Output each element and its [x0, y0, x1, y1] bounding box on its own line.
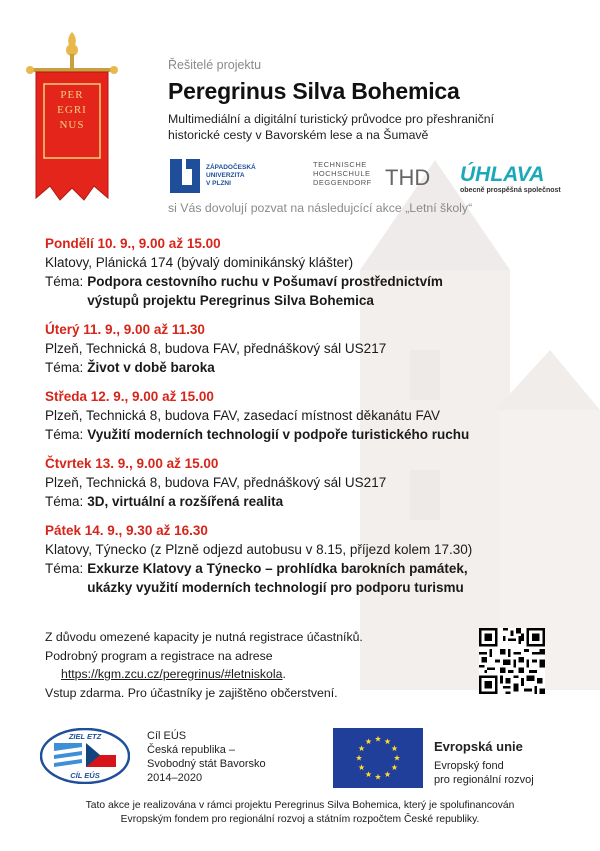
event-place: Plzeň, Technická 8, budova FAV, přednáškový sál US217 — [45, 341, 387, 356]
event-item — [45, 235, 590, 310]
event-theme: Téma: 3D, virtuální a rozšířená realita — [45, 494, 284, 509]
registration-line-2: Podrobný program a registrace na adrese — [45, 648, 273, 663]
event-day: Středa 12. 9., 9.00 až 15.00 — [45, 389, 214, 404]
event-theme: Téma: Život v době baroka — [45, 360, 215, 375]
event-item — [45, 455, 590, 511]
ziel-top-text: ZIEL ETZ — [68, 732, 102, 741]
zcu-text-2: UNIVERZITA — [206, 172, 245, 179]
zcu-text-1: ZÁPADOČESKÁ — [206, 164, 256, 171]
event-day: Čtvrtek 13. 9., 9.00 až 15.00 — [45, 456, 219, 471]
thd-text-1: TECHNISCHE — [313, 160, 367, 169]
page-title: Peregrinus Silva Bohemica — [168, 78, 460, 104]
event-place: Klatovy, Plánická 174 (bývalý dominikánský klášter) — [45, 255, 354, 270]
event-program — [45, 235, 590, 608]
registration-line-1: Z důvodu omezené kapacity je nutná registrace účastníků. — [45, 630, 363, 644]
event-day: Pondělí 10. 9., 9.00 až 15.00 — [45, 236, 221, 251]
registration-info — [45, 628, 445, 702]
invitation-text: si Vás dovolují pozvat na následujcící akce „Letní školy“ — [168, 201, 473, 215]
czech-flag-icon — [86, 743, 116, 767]
header — [168, 58, 588, 143]
bavaria-flag-icon — [54, 743, 82, 767]
event-theme: Téma: Podpora cestovního ruchu v Pošumaví prostřednictvím výstupů projektu Peregrinus Silva Bohemica — [45, 274, 443, 308]
header-subtitle: Řešitelé projektu — [168, 58, 262, 72]
uhlava-name: ÚHLAVA — [460, 163, 545, 186]
event-theme: Téma: Využití moderních technologií v podpoře turistického ruchu — [45, 427, 470, 442]
thd-logo — [313, 155, 433, 195]
banner-text: PER EGRI NUS — [57, 89, 87, 131]
cil-eus-text: Cíl EÚS Česká republika – Svobodný stát Bavorsko 2014–2020 — [147, 730, 266, 784]
registration-link[interactable]: https://kgm.zcu.cz/peregrinus/#letniskola — [61, 667, 283, 681]
eu-flag-icon — [333, 728, 423, 788]
ziel-bottom-text: CÍL EÚS — [70, 771, 100, 780]
event-item — [45, 522, 590, 597]
registration-link-row — [45, 665, 445, 684]
uhlava-logo — [458, 155, 588, 195]
registration-line-3: Vstup zdarma. Pro účastníky je zajištěno občerstvení. — [45, 685, 338, 700]
project-description: Multimediální a digitální turistický průvodce pro přeshraniční historické cesty v Bavorském lese a na Šumavě — [168, 112, 495, 142]
eu-fund-text: Evropská unie Evropský fond pro regionální rozvoj — [434, 739, 534, 786]
thd-mark: THD — [385, 165, 431, 190]
zcu-text-3: V PLZNI — [206, 180, 231, 187]
qr-code[interactable] — [479, 628, 545, 694]
thd-text-2: HOCHSCHULE — [313, 169, 371, 178]
event-item — [45, 321, 590, 377]
cofinancing-disclaimer: Tato akce je realizována v rámci projektu Peregrinus Silva Bohemica, který je spolufinancován Evropským fondem pro regionální rozvoj a státním rozpočtem České republiky. — [85, 800, 515, 825]
event-theme: Téma: Exkurze Klatovy a Týnecko – prohlídka barokních památek, ukázky využití moderních technologií pro podporu turismu — [45, 561, 468, 595]
registration-link-suffix: . — [282, 667, 286, 681]
thd-text-3: DEGGENDORF — [313, 178, 372, 187]
event-place: Plzeň, Technická 8, budova FAV, přednáškový sál US217 — [45, 475, 387, 490]
event-day: Pátek 14. 9., 9.30 až 16.30 — [45, 523, 208, 538]
uhlava-sub: obecně prospěšná společnost — [460, 187, 561, 194]
event-place: Klatovy, Týnecko (z Plzně odjezd autobusu v 8.15, příjezd kolem 17.30) — [45, 542, 473, 557]
footer-logos — [0, 728, 600, 790]
zcu-logo — [168, 155, 278, 195]
event-item — [45, 388, 590, 444]
event-place: Plzeň, Technická 8, budova FAV, zasedací místnost děkanátu FAV — [45, 408, 440, 423]
partner-logos — [168, 155, 588, 195]
ziel-etz-logo — [40, 728, 130, 784]
event-day: Úterý 11. 9., 9.00 až 11.30 — [45, 322, 205, 337]
